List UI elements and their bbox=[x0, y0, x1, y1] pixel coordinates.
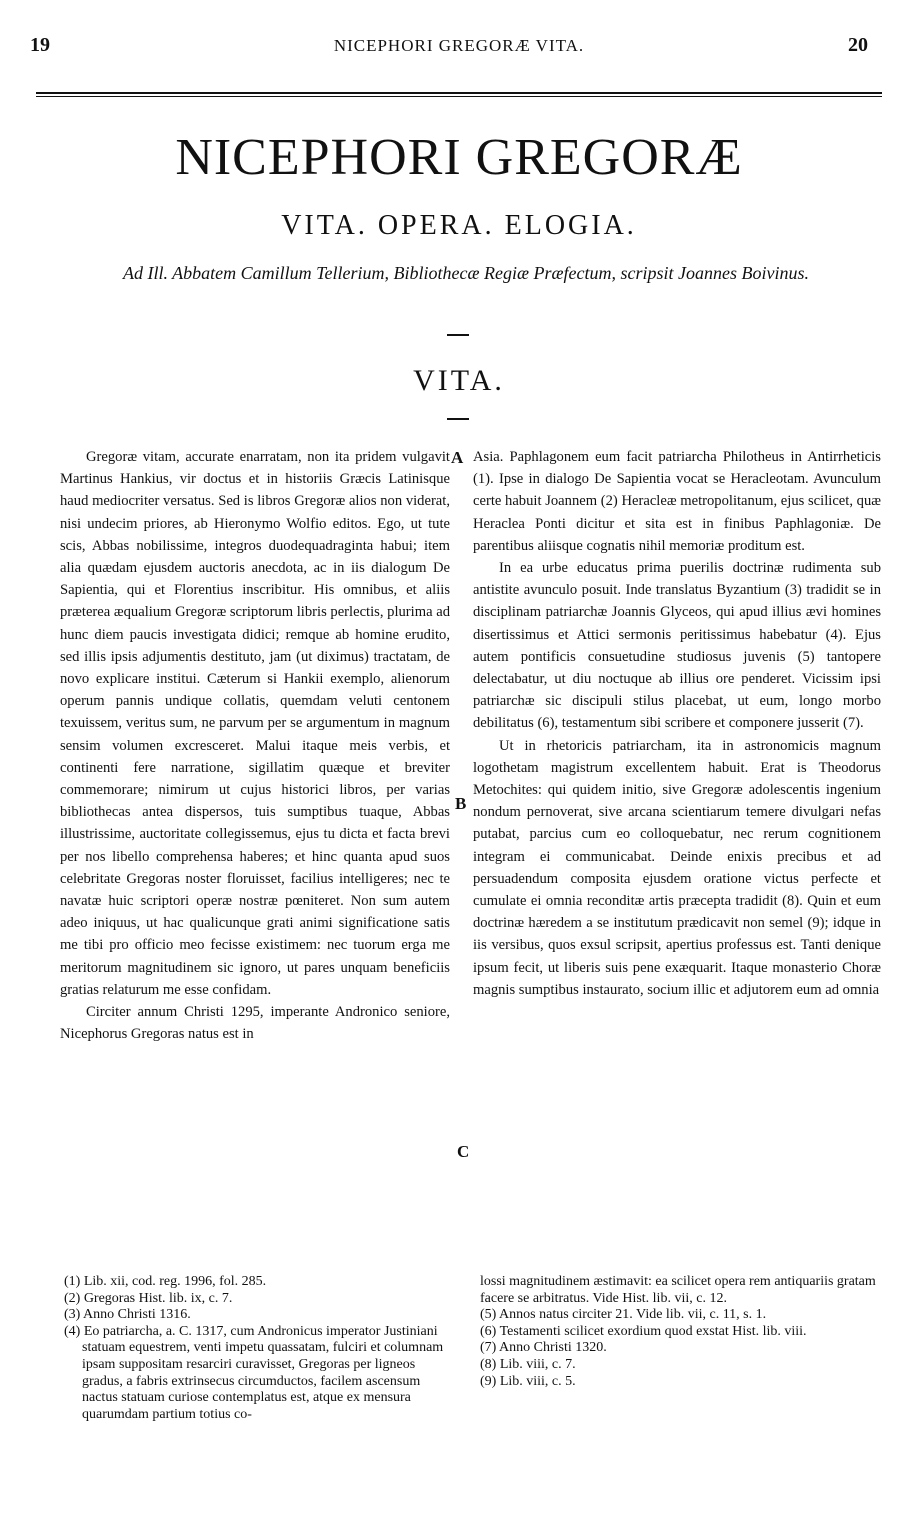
header-rule bbox=[36, 92, 882, 94]
footnotes-right bbox=[480, 1274, 880, 1390]
footnote: (7) Anno Christi 1320. bbox=[480, 1340, 607, 1356]
footnote: (6) Testamenti scilicet exordium quod exstat Hist. lib. viii. bbox=[480, 1323, 807, 1339]
title-dash bbox=[447, 334, 469, 336]
margin-marker-b: B bbox=[455, 794, 467, 813]
footnote: (9) Lib. viii, c. 5. bbox=[480, 1373, 576, 1389]
page-number-left: 19 bbox=[30, 34, 50, 56]
right-column bbox=[473, 446, 881, 1001]
footnote: (3) Anno Christi 1316. bbox=[64, 1307, 191, 1323]
footnote: (8) Lib. viii, c. 7. bbox=[480, 1356, 576, 1372]
section-dash bbox=[447, 418, 469, 420]
left-paragraph-2: Circiter annum Christi 1295, imperante Andronico seniore, Nicephorus Gregoras natus est in bbox=[60, 1004, 450, 1043]
section-heading: VITA. bbox=[413, 364, 505, 397]
right-paragraph-1: Asia. Paphlagonem eum facit patriarcha Philotheus in Antirrheticis (1). Ipse in dialogo De Sapientia vocat se Heracleotam. Avunculum certe habuit Joannem (2) Heracleæ metropolitanum, ejus scilicet, quæ Heraclea Ponti dicitur et sita est in finibus Paphlagoniæ. De parentibus aliisque cognatis nihil memoriæ proditum est. bbox=[473, 449, 881, 554]
footnote: (5) Annos natus circiter 21. Vide lib. vii, c. 11, s. 1. bbox=[480, 1307, 767, 1323]
dedication: Ad Ill. Abbatem Camillum Tellerium, Bibliothecæ Regiæ Præfectum, scripsit Joannes Boivinus. bbox=[123, 263, 809, 283]
main-title: NICEPHORI GREGORÆ bbox=[175, 129, 743, 186]
header-rule-thin bbox=[36, 96, 882, 97]
right-paragraph-2: In ea urbe educatus prima puerilis doctrinæ rudimenta sub antistite avunculo posuit. Inde translatus Byzantium (3) tradidit se in disciplinam patriarchæ Joannis Glyceos, qui apud illius ævi homines disertissimus et Attici sermonis peritissimus habebatur (4). Ejus autem pontificis consuetudine studiosus juvenis (5) tantopere delectabatur, ut diu noctuque ab illius ore penderet. Vicissim ipsi patriarchæ sic discipuli stilus placebat, ut eum, longo morbo debilitatus (6), testamentum sibi scribere et componere jusserit (7). bbox=[473, 560, 881, 732]
left-column bbox=[60, 446, 450, 1045]
footnote: (1) Lib. xii, cod. reg. 1996, fol. 285. bbox=[64, 1274, 267, 1289]
left-paragraph-1: Gregoræ vitam, accurate enarratam, non ita pridem vulgavit Martinus Hankius, vir doctus et in historiis Græcis Latinisque haud mediocriter versatus. Sed is libros Gregoræ alios non viderat, nisi undecim priores, ab Hieronymo Wolfio editos. Ego, ut tute scis, Abbas nobilissime, integros duodequadraginta habui; item alia quædam ejusdem auctoris anecdota, ac in iis dialogum De Sapientia, qui et Florentius inscribitur. His omnibus, et aliis præterea æqualium Gregoræ scriptorum libris perlectis, plurima ad hunc diem paucis investigata didici; remque ab homine erudito, sed illis ipsis adjumentis destituto, jam (ut diximus) tractatam, de novo explicare institui. Cæterum si Hankii exemplo, alienorum operum pannis undique collatis, quemdam veluti centonem texuissem, veritus sum, ne parvum per se argumentum in magnum sensim volumen excresceret. Malui itaque meis verbis, et continenti fere narratione, sigillatim quæque et breviter commemorare; nimirum ut cujus historici libros, per varias bibliothecas antea dispersos, tuis sumptibus tuaque, Abbas illustrissime, auctoritate collegissemus, ejus tu dicta et facta brevi per nos libello comprehensa haberes; et hinc quanta apud suos celebritate Gregoras noster floruisset, facilius intelligeres; nec te navatæ huic scriptori operæ nostræ pœniteret. Non sum autem adeo iniquus, ut hac qualicunque grati animi significatione satis me tibi pro officio meo fecisse existimem: nec tuorum erga me meritorum magnitudinem sic ignoro, ut pares unquam beneficiis gratias relaturum me esse confidam. bbox=[60, 449, 450, 998]
margin-marker-c: C bbox=[457, 1142, 470, 1161]
margin-marker-a: A bbox=[451, 448, 464, 467]
footnotes-left bbox=[64, 1274, 448, 1423]
page-number-right: 20 bbox=[848, 34, 868, 56]
running-title: NICEPHORI GREGORÆ VITA. bbox=[333, 36, 585, 55]
footnote-continuation: lossi magnitudinem æstimavit: ea scilicet opera rem antiquariis gratam facere se arbitratus. Vide Hist. lib. vii, c. 12. bbox=[480, 1274, 876, 1306]
footnote: (4) Eo patriarcha, a. C. 1317, cum Andronicus imperator Justiniani statuam equestrem, venti impetu quassatam, fulciri et columnam ipsam suppositam resarciri curavisset, Gregoras per ligneos gradus, a fabris extrinsecus circumductos, facilem ascensum nactus statuam curiose contemplatus est, atque ex mensura quarumdam partium totius co- bbox=[64, 1323, 444, 1422]
right-paragraph-3: Ut in rhetoricis patriarcham, ita in astronomicis magnum logothetam magistrum excellentem habuit. Erat is Theodorus Metochites: qui quidem initio, sive Gregoræ adolescentis ingenium nondum pernoverat, sive arcana scientiarum temere divulgari nefas putabat, parcius cum eo colloquebatur, nec rerum cognitionem integram ei communicabat. Deinde enixis precibus et ad persuadendum composita ejusdem oratione victus perfecte et cumulate ei omnia reconditæ artis præcepta tradidit (8). Quin et eum doctrinæ hæredem a se institutum prædicavit non semel (9); idque in iis versibus, quos exsul scripsit, apertius professus est. Tanti denique ipsum fecit, ut liberis suis pene exæquarit. Itaque monasterio Choræ magnis sumptibus instaurato, socium illic et adjutorem eum ad omnia bbox=[473, 737, 881, 998]
footnote: (2) Gregoras Hist. lib. ix, c. 7. bbox=[64, 1290, 233, 1306]
subtitle: VITA. OPERA. ELOGIA. bbox=[281, 210, 637, 241]
